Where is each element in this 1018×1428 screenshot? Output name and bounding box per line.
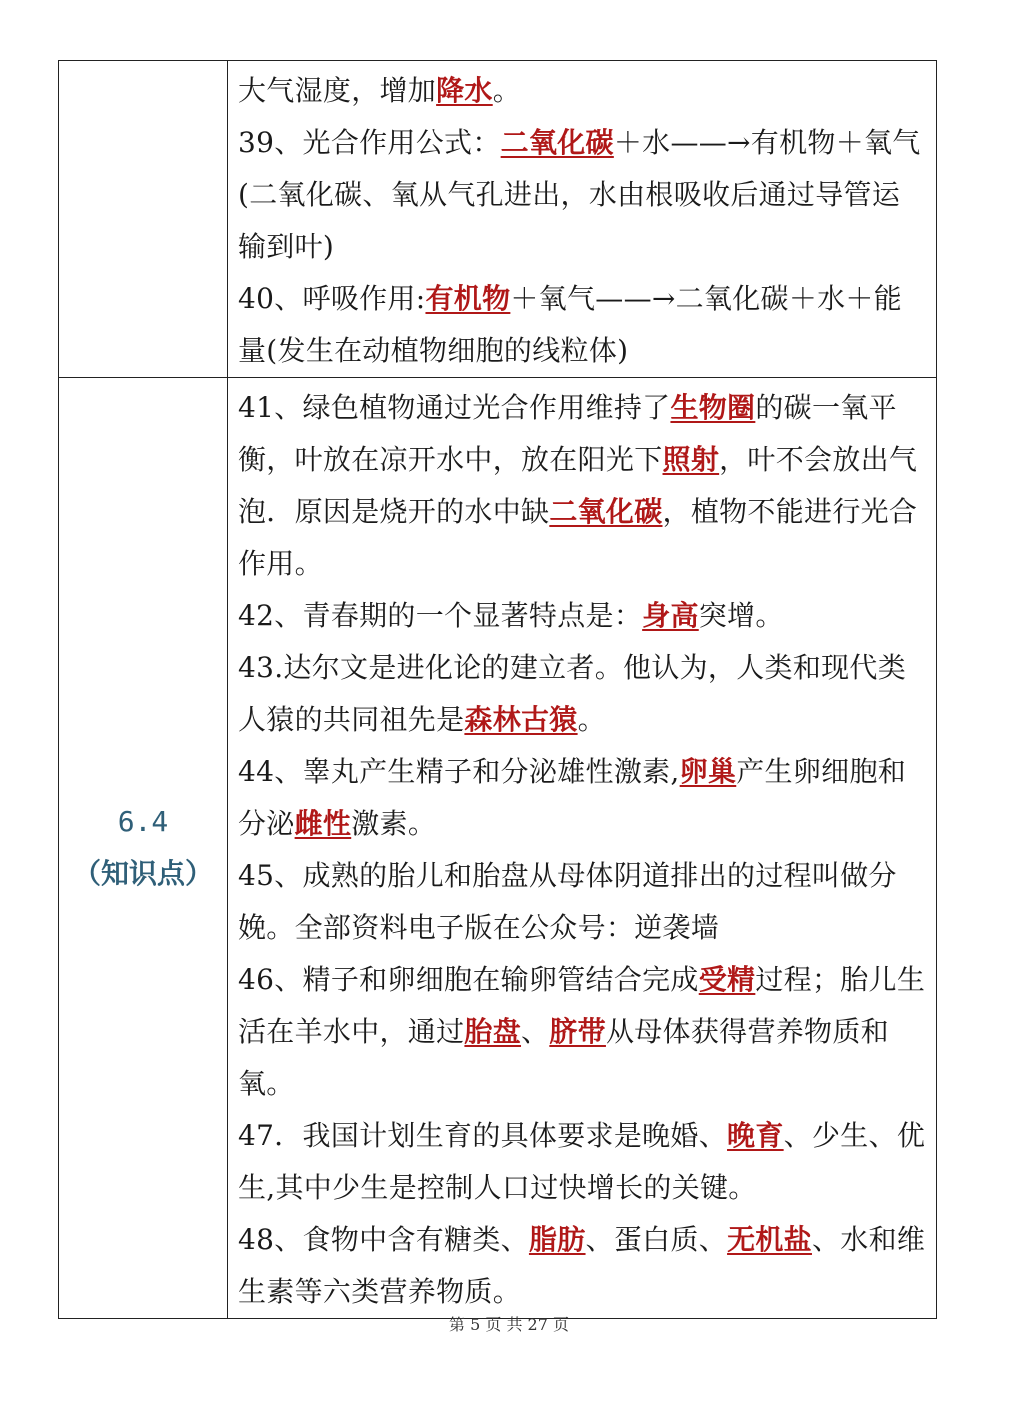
text-segment: ＋水——→有机物＋氧气(二氧化碳、氧从气孔进出，水由根吸收后通过导管运输到叶) <box>238 126 921 263</box>
text-segment: ，植物不能进行光合作用。 <box>238 495 918 580</box>
highlighted-term: 照射 <box>662 443 720 476</box>
highlighted-term: 雌性 <box>294 807 352 840</box>
text-segment: 过程；胎儿生活在羊水中，通过 <box>238 963 926 1048</box>
text-segment: 、蛋白质、 <box>585 1223 728 1256</box>
highlighted-term: 生物圈 <box>670 391 756 424</box>
highlighted-term: 降水 <box>436 74 493 107</box>
text-segment: 激素。 <box>351 807 437 840</box>
highlighted-term: 脂肪 <box>528 1223 586 1256</box>
text-segment: 40、呼吸作用: <box>238 282 426 315</box>
row-2-paragraphs <box>228 378 936 1318</box>
text-segment: ＋氧气——→二氧化碳＋水＋能量(发生在动植物细胞的线粒体) <box>238 282 903 367</box>
text-segment: 的碳一氧平衡，叶放在凉开水中，放在阳光下 <box>238 391 897 476</box>
paragraph <box>238 1214 928 1318</box>
text-segment: 。 <box>492 74 522 107</box>
text-segment: 41、绿色植物通过光合作用维持了 <box>238 391 671 424</box>
paragraph <box>238 954 928 1110</box>
highlighted-term: 卵巢 <box>679 755 737 788</box>
date-value: 6.4 <box>117 805 169 838</box>
text-segment: 45、成熟的胎儿和胎盘从母体阴道排出的过程叫做分娩。全部资料电子版在公众号：逆袭墙 <box>238 859 897 944</box>
date-note: （知识点） <box>72 857 213 890</box>
highlighted-term: 受精 <box>698 963 756 996</box>
highlighted-term: 晚育 <box>727 1119 784 1152</box>
text-segment: 突增。 <box>698 599 784 632</box>
text-segment: 产生卵细胞和分泌 <box>238 755 907 840</box>
highlighted-term: 二氧化碳 <box>549 495 663 528</box>
paragraph <box>238 590 928 642</box>
paragraph <box>238 642 928 746</box>
text-segment: 。 <box>577 703 606 736</box>
highlighted-term: 无机盐 <box>727 1223 812 1256</box>
highlighted-term: 身高 <box>642 599 699 632</box>
text-segment: ，叶不会放出气泡．原因是烧开的水中缺 <box>238 443 918 528</box>
text-segment: 、少生、优生,其中少生是控制人口过快增长的关键。 <box>238 1119 926 1204</box>
paragraph <box>238 746 928 850</box>
text-segment: 大气湿度，增加 <box>238 74 437 107</box>
content-cell-2 <box>228 378 937 1319</box>
text-segment: 39、光合作用公式： <box>238 126 501 159</box>
page-footer: 第 5 页 共 27 页 <box>449 1315 569 1334</box>
highlighted-term: 二氧化碳 <box>500 126 614 159</box>
paragraph <box>238 850 928 954</box>
text-segment: 、 <box>521 1015 550 1048</box>
highlighted-term: 森林古猿 <box>464 703 578 736</box>
text-segment: 42、青春期的一个显著特点是： <box>238 599 643 632</box>
text-segment: 46、精子和卵细胞在输卵管结合完成 <box>238 963 699 996</box>
row-1-paragraphs <box>228 61 936 377</box>
highlighted-term: 脐带 <box>549 1015 606 1048</box>
table-row-1 <box>59 61 937 378</box>
date-cell-2 <box>59 378 228 1319</box>
highlighted-term: 有机物 <box>425 282 511 315</box>
paragraph <box>238 65 928 117</box>
text-segment: 、水和维生素等六类营养物质。 <box>238 1223 926 1308</box>
text-segment: 43.达尔文是进化论的建立者。他认为，人类和现代类人猿的共同祖先是 <box>238 651 907 736</box>
date-cell-1 <box>59 61 228 378</box>
text-segment: 48、食物中含有糖类、 <box>238 1223 529 1256</box>
paragraph <box>238 273 928 377</box>
paragraph <box>238 382 928 590</box>
content-cell-1 <box>228 61 937 378</box>
text-segment: 47．我国计划生育的具体要求是晚婚、 <box>238 1119 728 1152</box>
paragraph <box>238 1110 928 1214</box>
paragraph <box>238 117 928 273</box>
date-label <box>59 796 227 900</box>
notes-table <box>58 60 937 1319</box>
text-segment: 44、睾丸产生精子和分泌雄性激素, <box>238 755 680 788</box>
text-segment: 从母体获得营养物质和氧。 <box>238 1015 889 1100</box>
table-row-2 <box>59 378 937 1319</box>
highlighted-term: 胎盘 <box>464 1015 522 1048</box>
